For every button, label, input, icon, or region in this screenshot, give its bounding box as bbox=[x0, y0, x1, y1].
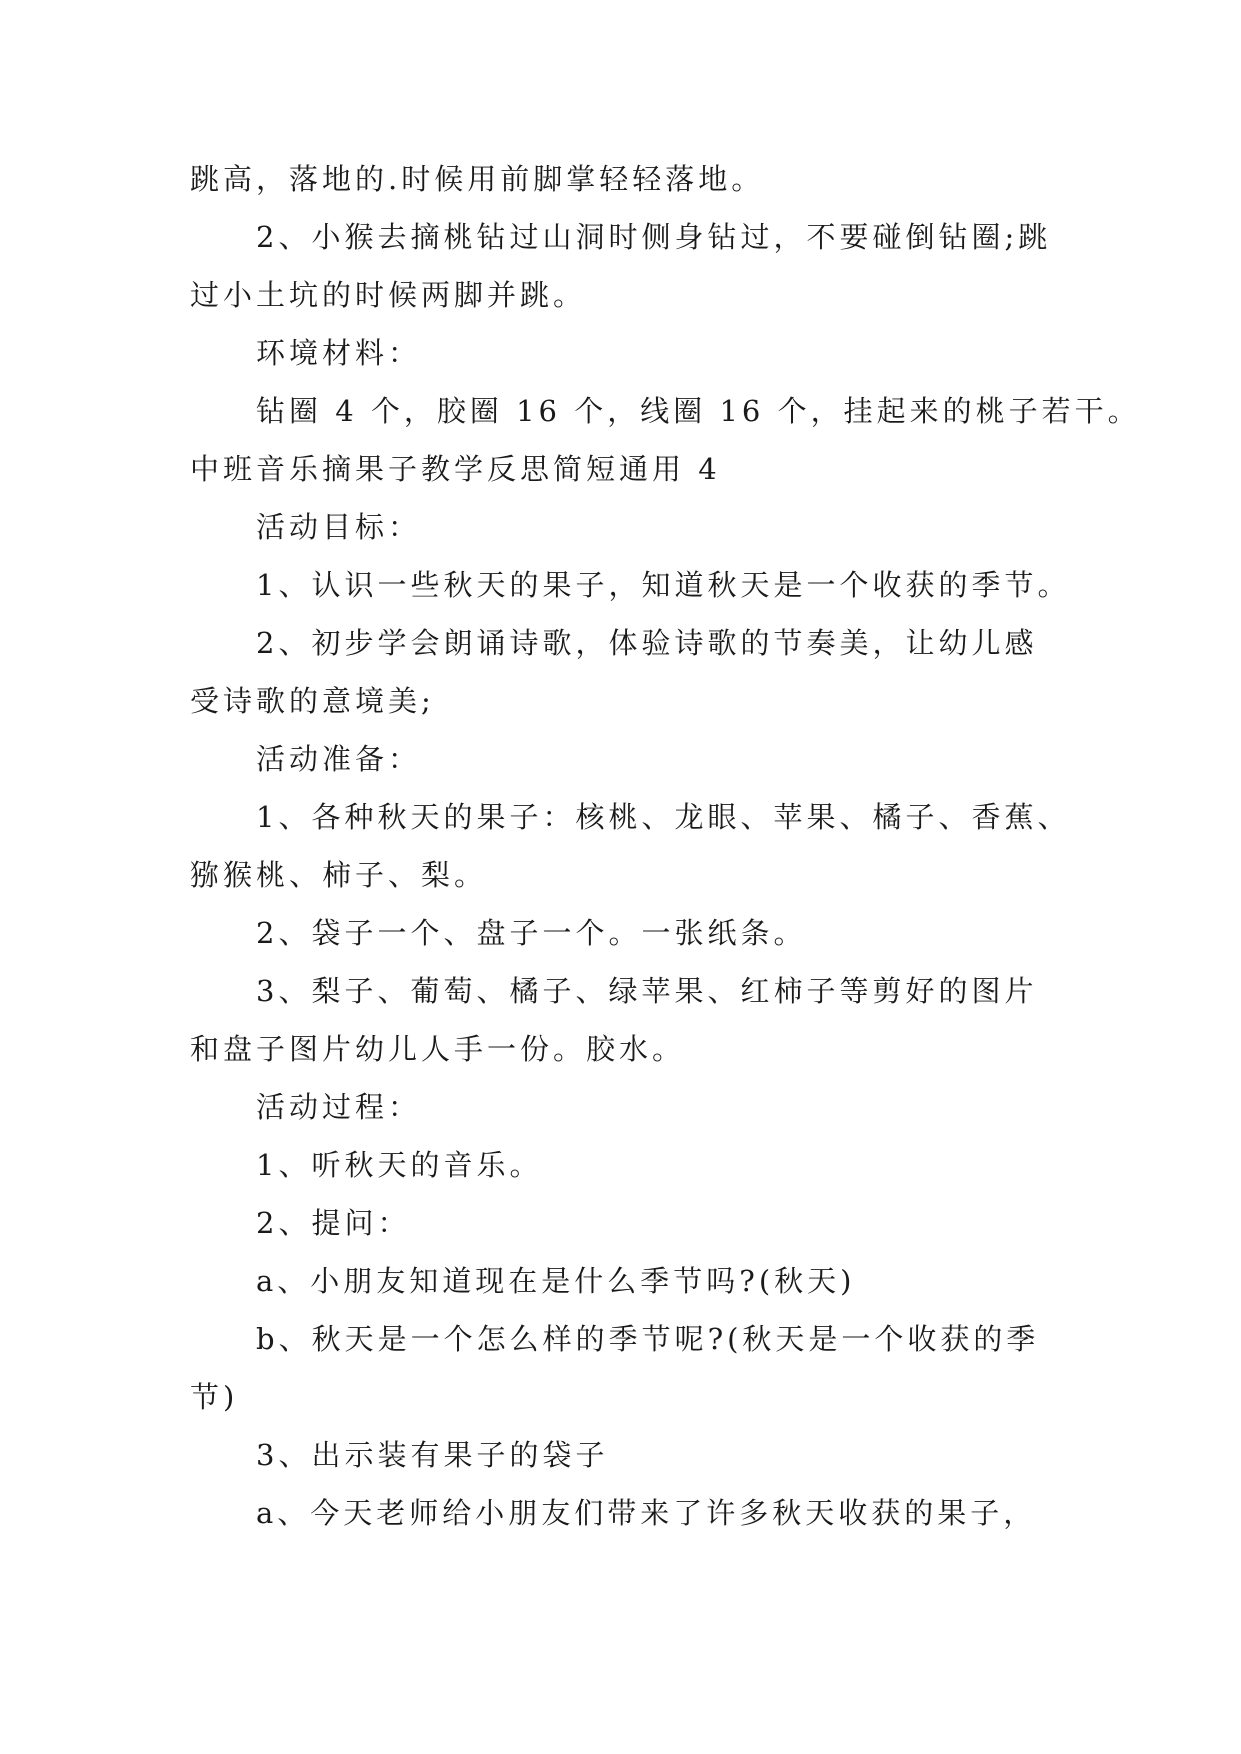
text-line: 受诗歌的意境美; bbox=[190, 684, 435, 718]
text-line: 猕猴桃、柿子、梨。 bbox=[190, 858, 488, 892]
text-line: b、秋天是一个怎么样的季节呢?(秋天是一个收获的季 bbox=[256, 1322, 1040, 1356]
text-line: 跳高，落地的.时候用前脚掌轻轻落地。 bbox=[190, 162, 765, 196]
text-line: a、今天老师给小朋友们带来了许多秋天收获的果子， bbox=[256, 1496, 1037, 1530]
text-line: a、小朋友知道现在是什么季节吗?(秋天) bbox=[256, 1264, 856, 1298]
text-line: 中班音乐摘果子教学反思简短通用 4 bbox=[190, 452, 721, 486]
text-line: 和盘子图片幼儿人手一份。胶水。 bbox=[190, 1032, 686, 1066]
text-line: 2、提问： bbox=[256, 1206, 411, 1240]
text-line: 过小土坑的时候两脚并跳。 bbox=[190, 278, 587, 312]
text-line: 2、初步学会朗诵诗歌，体验诗歌的节奏美，让幼儿感 bbox=[256, 626, 1038, 660]
text-line: 2、袋子一个、盘子一个。一张纸条。 bbox=[256, 916, 807, 950]
text-line: 活动准备： bbox=[256, 742, 422, 776]
text-line: 2、小猴去摘桃钻过山洞时侧身钻过，不要碰倒钻圈;跳 bbox=[256, 220, 1052, 254]
text-line: 1、听秋天的音乐。 bbox=[256, 1148, 543, 1182]
text-line: 环境材料： bbox=[256, 336, 422, 370]
text-line: 活动目标： bbox=[256, 510, 422, 544]
text-line: 活动过程： bbox=[256, 1090, 422, 1124]
text-line: 3、出示装有果子的袋子 bbox=[256, 1438, 609, 1472]
text-line: 节) bbox=[190, 1380, 239, 1414]
text-line: 1、各种秋天的果子：核桃、龙眼、苹果、橘子、香蕉、 bbox=[256, 800, 1071, 834]
text-line: 3、梨子、葡萄、橘子、绿苹果、红柿子等剪好的图片 bbox=[256, 974, 1038, 1008]
text-line: 1、认识一些秋天的果子，知道秋天是一个收获的季节。 bbox=[256, 568, 1071, 602]
text-line: 钻圈 4 个，胶圈 16 个，线圈 16 个，挂起来的桃子若干。 bbox=[256, 394, 1141, 428]
document-body bbox=[190, 150, 1141, 1542]
